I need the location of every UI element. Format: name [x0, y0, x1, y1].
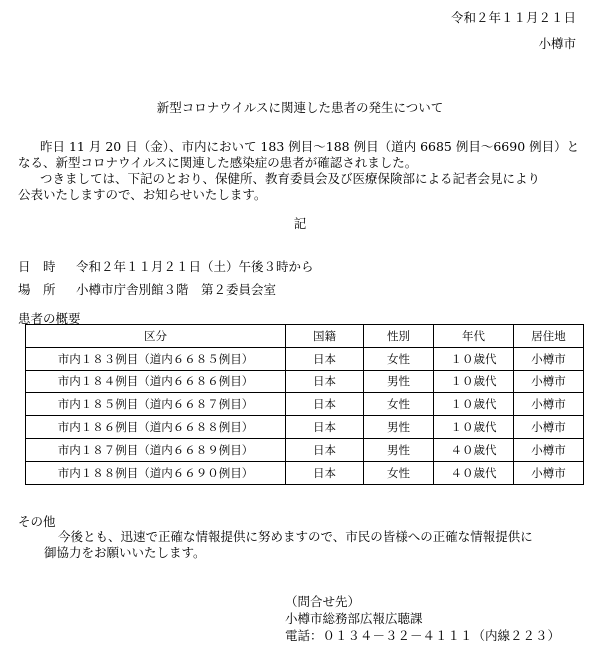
other-line-2: 御協力をお願いいたします。	[44, 545, 206, 560]
cell-sex: 男性	[364, 416, 434, 439]
ki-heading: 記	[293, 216, 307, 231]
contact-phone: 電話：０１３４－３２－４１１１（内線２２３）	[285, 628, 561, 643]
place-label: 場 所	[18, 282, 56, 297]
table-row	[26, 438, 584, 461]
issuer-name: 小樽市	[538, 36, 576, 51]
cell-residence: 小樽市	[514, 393, 584, 416]
table-row	[26, 370, 584, 393]
other-section-title: その他	[18, 514, 56, 529]
datetime-label: 日 時	[18, 259, 56, 274]
intro-line-2: なる、新型コロナウイルスに関連した感染症の患者が確認されました。	[18, 155, 418, 170]
cell-age: ４０歳代	[434, 461, 514, 484]
cell-residence: 小樽市	[514, 416, 584, 439]
cell-sex: 女性	[364, 393, 434, 416]
cell-nationality: 日本	[286, 416, 364, 439]
cell-category: 市内１８５例目（道内６６８７例目）	[26, 393, 286, 416]
cell-category: 市内１８７例目（道内６６８９例目）	[26, 438, 286, 461]
cell-age: １０歳代	[434, 393, 514, 416]
table-row	[26, 347, 584, 370]
cell-age: １０歳代	[434, 370, 514, 393]
cell-sex: 男性	[364, 370, 434, 393]
cell-age: ４０歳代	[434, 438, 514, 461]
intro-line-1: 昨日 11 月 20 日（金）、市内において 183 例目～188 例目（道内 6685 例目～6690 例目）と	[40, 139, 580, 154]
cell-nationality: 日本	[286, 370, 364, 393]
datetime-value: 令和２年１１月２１日（土）午後３時から	[76, 259, 314, 274]
document-date: 令和２年１１月２１日	[450, 10, 576, 25]
header-sex: 性別	[364, 325, 434, 348]
other-line-1: 今後とも、迅速で正確な情報提供に努めますので、市民の皆様への正確な情報提供に	[58, 529, 533, 544]
table-row	[26, 393, 584, 416]
contact-department: 小樽市総務部広報広聴課	[285, 611, 423, 626]
place-value: 小樽市庁舎別館３階 第２委員会室	[76, 282, 277, 297]
cell-category: 市内１８３例目（道内６６８５例目）	[26, 347, 286, 370]
table-row	[26, 461, 584, 484]
cell-nationality: 日本	[286, 393, 364, 416]
cell-nationality: 日本	[286, 461, 364, 484]
document-title: 新型コロナウイルスに関連した患者の発生について	[156, 100, 444, 115]
patients-table	[25, 324, 584, 485]
cell-residence: 小樽市	[514, 461, 584, 484]
patients-section-title: 患者の概要	[18, 311, 81, 326]
cell-category: 市内１８８例目（道内６６９０例目）	[26, 461, 286, 484]
cell-nationality: 日本	[286, 438, 364, 461]
cell-category: 市内１８４例目（道内６６８６例目）	[26, 370, 286, 393]
header-category: 区分	[26, 325, 286, 348]
cell-residence: 小樽市	[514, 438, 584, 461]
cell-residence: 小樽市	[514, 370, 584, 393]
cell-nationality: 日本	[286, 347, 364, 370]
cell-residence: 小樽市	[514, 347, 584, 370]
table-row	[26, 416, 584, 439]
table-header-row	[26, 325, 584, 348]
cell-sex: 女性	[364, 461, 434, 484]
header-nationality: 国籍	[286, 325, 364, 348]
cell-sex: 女性	[364, 347, 434, 370]
contact-label: （問合せ先）	[285, 594, 361, 609]
intro-line-4: 公表いたしますので、お知らせいたします。	[18, 187, 267, 202]
cell-age: １０歳代	[434, 347, 514, 370]
header-residence: 居住地	[514, 325, 584, 348]
intro-line-3: つきましては、下記のとおり、保健所、教育委員会及び医療保険部による記者会見により	[40, 171, 541, 186]
cell-age: １０歳代	[434, 416, 514, 439]
header-age: 年代	[434, 325, 514, 348]
cell-category: 市内１８６例目（道内６６８８例目）	[26, 416, 286, 439]
cell-sex: 男性	[364, 438, 434, 461]
